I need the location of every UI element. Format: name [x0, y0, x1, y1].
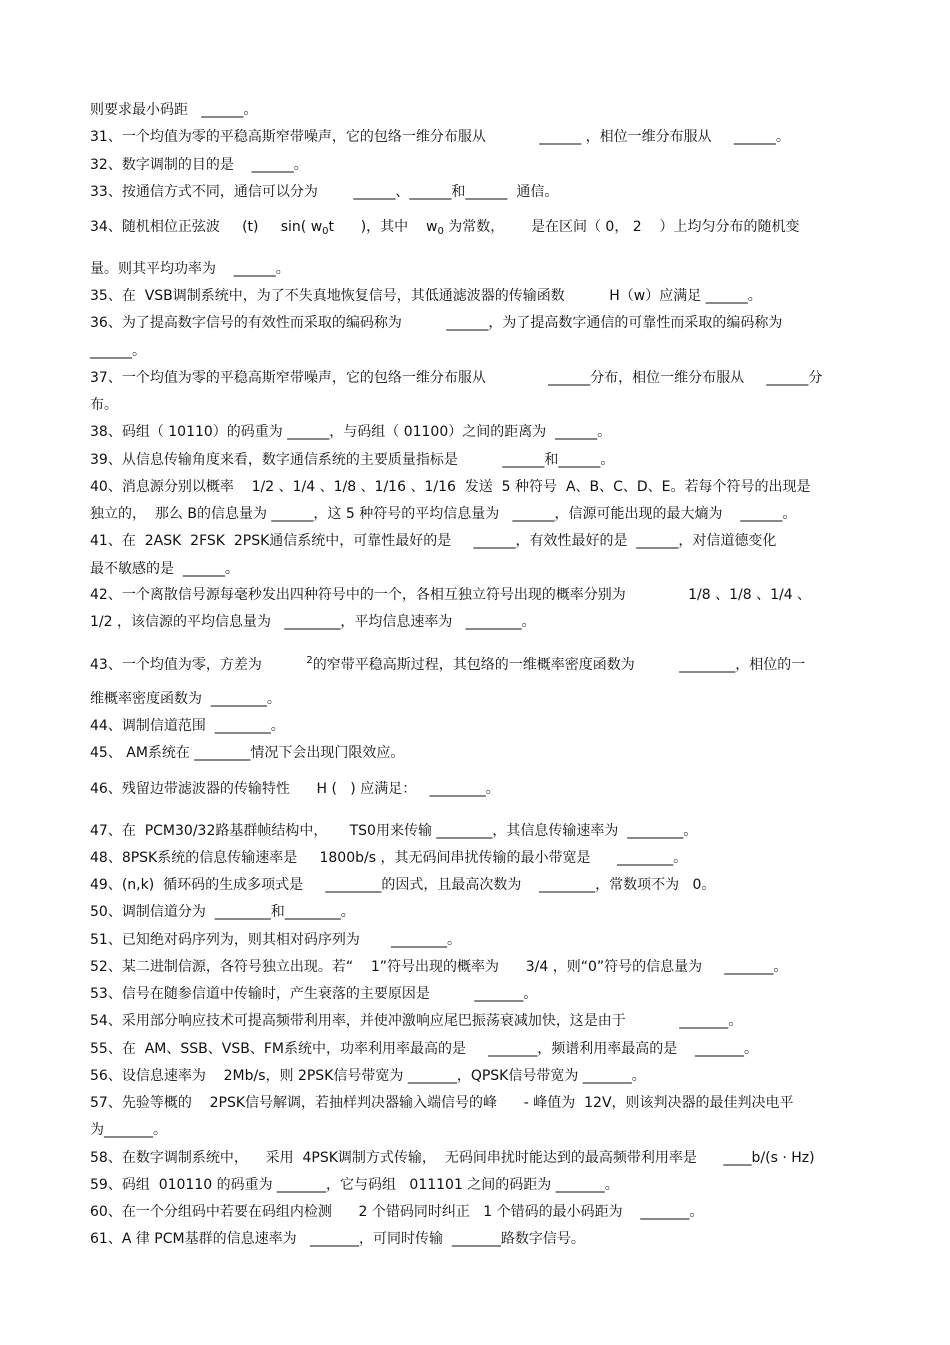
question-45: 45、 AM系统在 ________情况下会出现门限效应。	[90, 745, 405, 761]
question-49: 49、(n,k) 循环码的生成多项式是 ________的因式，且最高次数为 ________，常数项不为 0。	[90, 877, 716, 893]
text-segment: 43、一个均值为零，方差为	[90, 657, 307, 673]
superscript: 2	[306, 655, 313, 666]
question-38: 38、码组（ 10110）的码重为 ______，与码组（ 01100）之间的距离为 ______。	[90, 424, 612, 440]
question-44: 44、调制信道范围 ________。	[90, 718, 285, 734]
question-50: 50、调制信道分为 ________和________。	[90, 904, 355, 920]
question-61: 61、A 律 PCM基群的信息速率为 _______，可同时传输 _______路数字信号。	[90, 1231, 585, 1247]
question-33: 33、按通信方式不同，通信可以分为 ______、______和______ 通信。	[90, 184, 559, 200]
text-line: 维概率密度函数为 ________。	[90, 691, 281, 707]
question-31: 31、一个均值为零的平稳高斯窄带噪声，它的包络一维分布服从 ______ ，相位一维分布服从 ______。	[90, 129, 790, 145]
text-segment: 为常数， 是在区间（ 0， 2 ）上均匀分布的随机变	[443, 219, 800, 235]
question-54: 54、采用部分响应技术可提高频带利用率，并使冲激响应尾巴振荡衰减加快，这是由于 _______。	[90, 1013, 743, 1029]
question-52: 52、某二进制信源，各符号独立出现。若“ 1”符号出现的概率为 3/4 ，则“0”符号的信息量为 _______。	[90, 959, 788, 975]
question-60: 60、在一个分组码中若要在码组内检测 2 个错码同时纠正 1 个错码的最小码距为 _______。	[90, 1204, 704, 1220]
text-line: 1/2 ，该信源的平均信息量为 ________，平均信息速率为 ________。	[90, 614, 536, 630]
text-line: ______。	[90, 343, 146, 359]
question-47: 47、在 PCM30/32路基群帧结构中， TS0用来传输 ________，其信息传输速率为 ________。	[90, 823, 698, 839]
question-40: 40、消息源分别以概率 1/2 、1/4 、1/8 、1/16 、1/16 发送 5 种符号 A、B、C、D、E。若每个符号的出现是	[90, 479, 811, 495]
question-41: 41、在 2ASK 2FSK 2PSK通信系统中，可靠性最好的是 ______，有效性最好的是 ______，对信道德变化	[90, 533, 777, 549]
question-58: 58、在数字调制系统中， 采用 4PSK调制方式传输， 无码间串扰时能达到的最高频带利用率是 ____b/(s · Hz)	[90, 1150, 815, 1166]
question-56: 56、设信息速率为 2Mb/s，则 2PSK信号带宽为 _______，QPSK信号带宽为 _______。	[90, 1068, 646, 1084]
subscript: 0	[322, 226, 329, 237]
subscript: 0	[437, 226, 444, 237]
question-43	[90, 652, 870, 674]
question-57: 57、先验等概的 2PSK信号解调，若抽样判决器输入端信号的峰 - 峰值为 12V，则该判决器的最佳判决电平	[90, 1095, 794, 1111]
text-line: 最不敏感的是 ______。	[90, 561, 239, 577]
question-48: 48、8PSK系统的信息传输速率是 1800b/s ，其无码间串扰传输的最小带宽是 ________。	[90, 850, 688, 866]
question-32: 32、数字调制的目的是 ______。	[90, 157, 308, 173]
question-51: 51、已知绝对码序列为，则其相对码序列为 ________。	[90, 932, 461, 948]
text-segment: t )，其中 w	[328, 219, 438, 235]
text-segment: 34、随机相位正弦波 (t) sin( w	[90, 219, 323, 235]
text-line: 布。	[90, 397, 118, 413]
question-34	[90, 218, 870, 241]
text-line: 量。则其平均功率为 ______。	[90, 261, 290, 277]
text-segment: 的窄带平稳高斯过程，其包络的一维概率密度函数为 ________，相位的一	[312, 657, 806, 673]
question-55: 55、在 AM、SSB、VSB、FM系统中，功率利用率最高的是 _______，频谱利用率最高的是 _______。	[90, 1041, 758, 1057]
question-36: 36、为了提高数字信号的有效性而采取的编码称为 ______，为了提高数字通信的可靠性而采取的编码称为	[90, 315, 783, 331]
question-35: 35、在 VSB调制系统中，为了不失真地恢复信号，其低通滤波器的传输函数 H（w）应满足 ______。	[90, 288, 762, 304]
question-37: 37、一个均值为零的平稳高斯窄带噪声，它的包络一维分布服从 ______分布，相位一维分布服从 ______分	[90, 370, 823, 386]
text-line: 为_______。	[90, 1122, 167, 1138]
question-53: 53、信号在随参信道中传输时，产生衰落的主要原因是 _______。	[90, 986, 538, 1002]
text-line: 则要求最小码距 ______。	[90, 102, 258, 118]
question-46: 46、残留边带滤波器的传输特性 H ( ) 应满足： ________。	[90, 781, 500, 797]
question-42: 42、一个离散信号源每毫秒发出四种符号中的一个，各相互独立符号出现的概率分别为 1/8 、1/8 、1/4 、	[90, 587, 812, 603]
question-59: 59、码组 010110 的码重为 _______，它与码组 011101 之间的码距为 _______。	[90, 1177, 619, 1193]
question-39: 39、从信息传输角度来看，数字通信系统的主要质量指标是 ______和______。	[90, 452, 615, 468]
text-line: 独立的， 那么 B的信息量为 ______，这 5 种符号的平均信息量为 ______，信源可能出现的最大熵为 ______。	[90, 506, 797, 522]
